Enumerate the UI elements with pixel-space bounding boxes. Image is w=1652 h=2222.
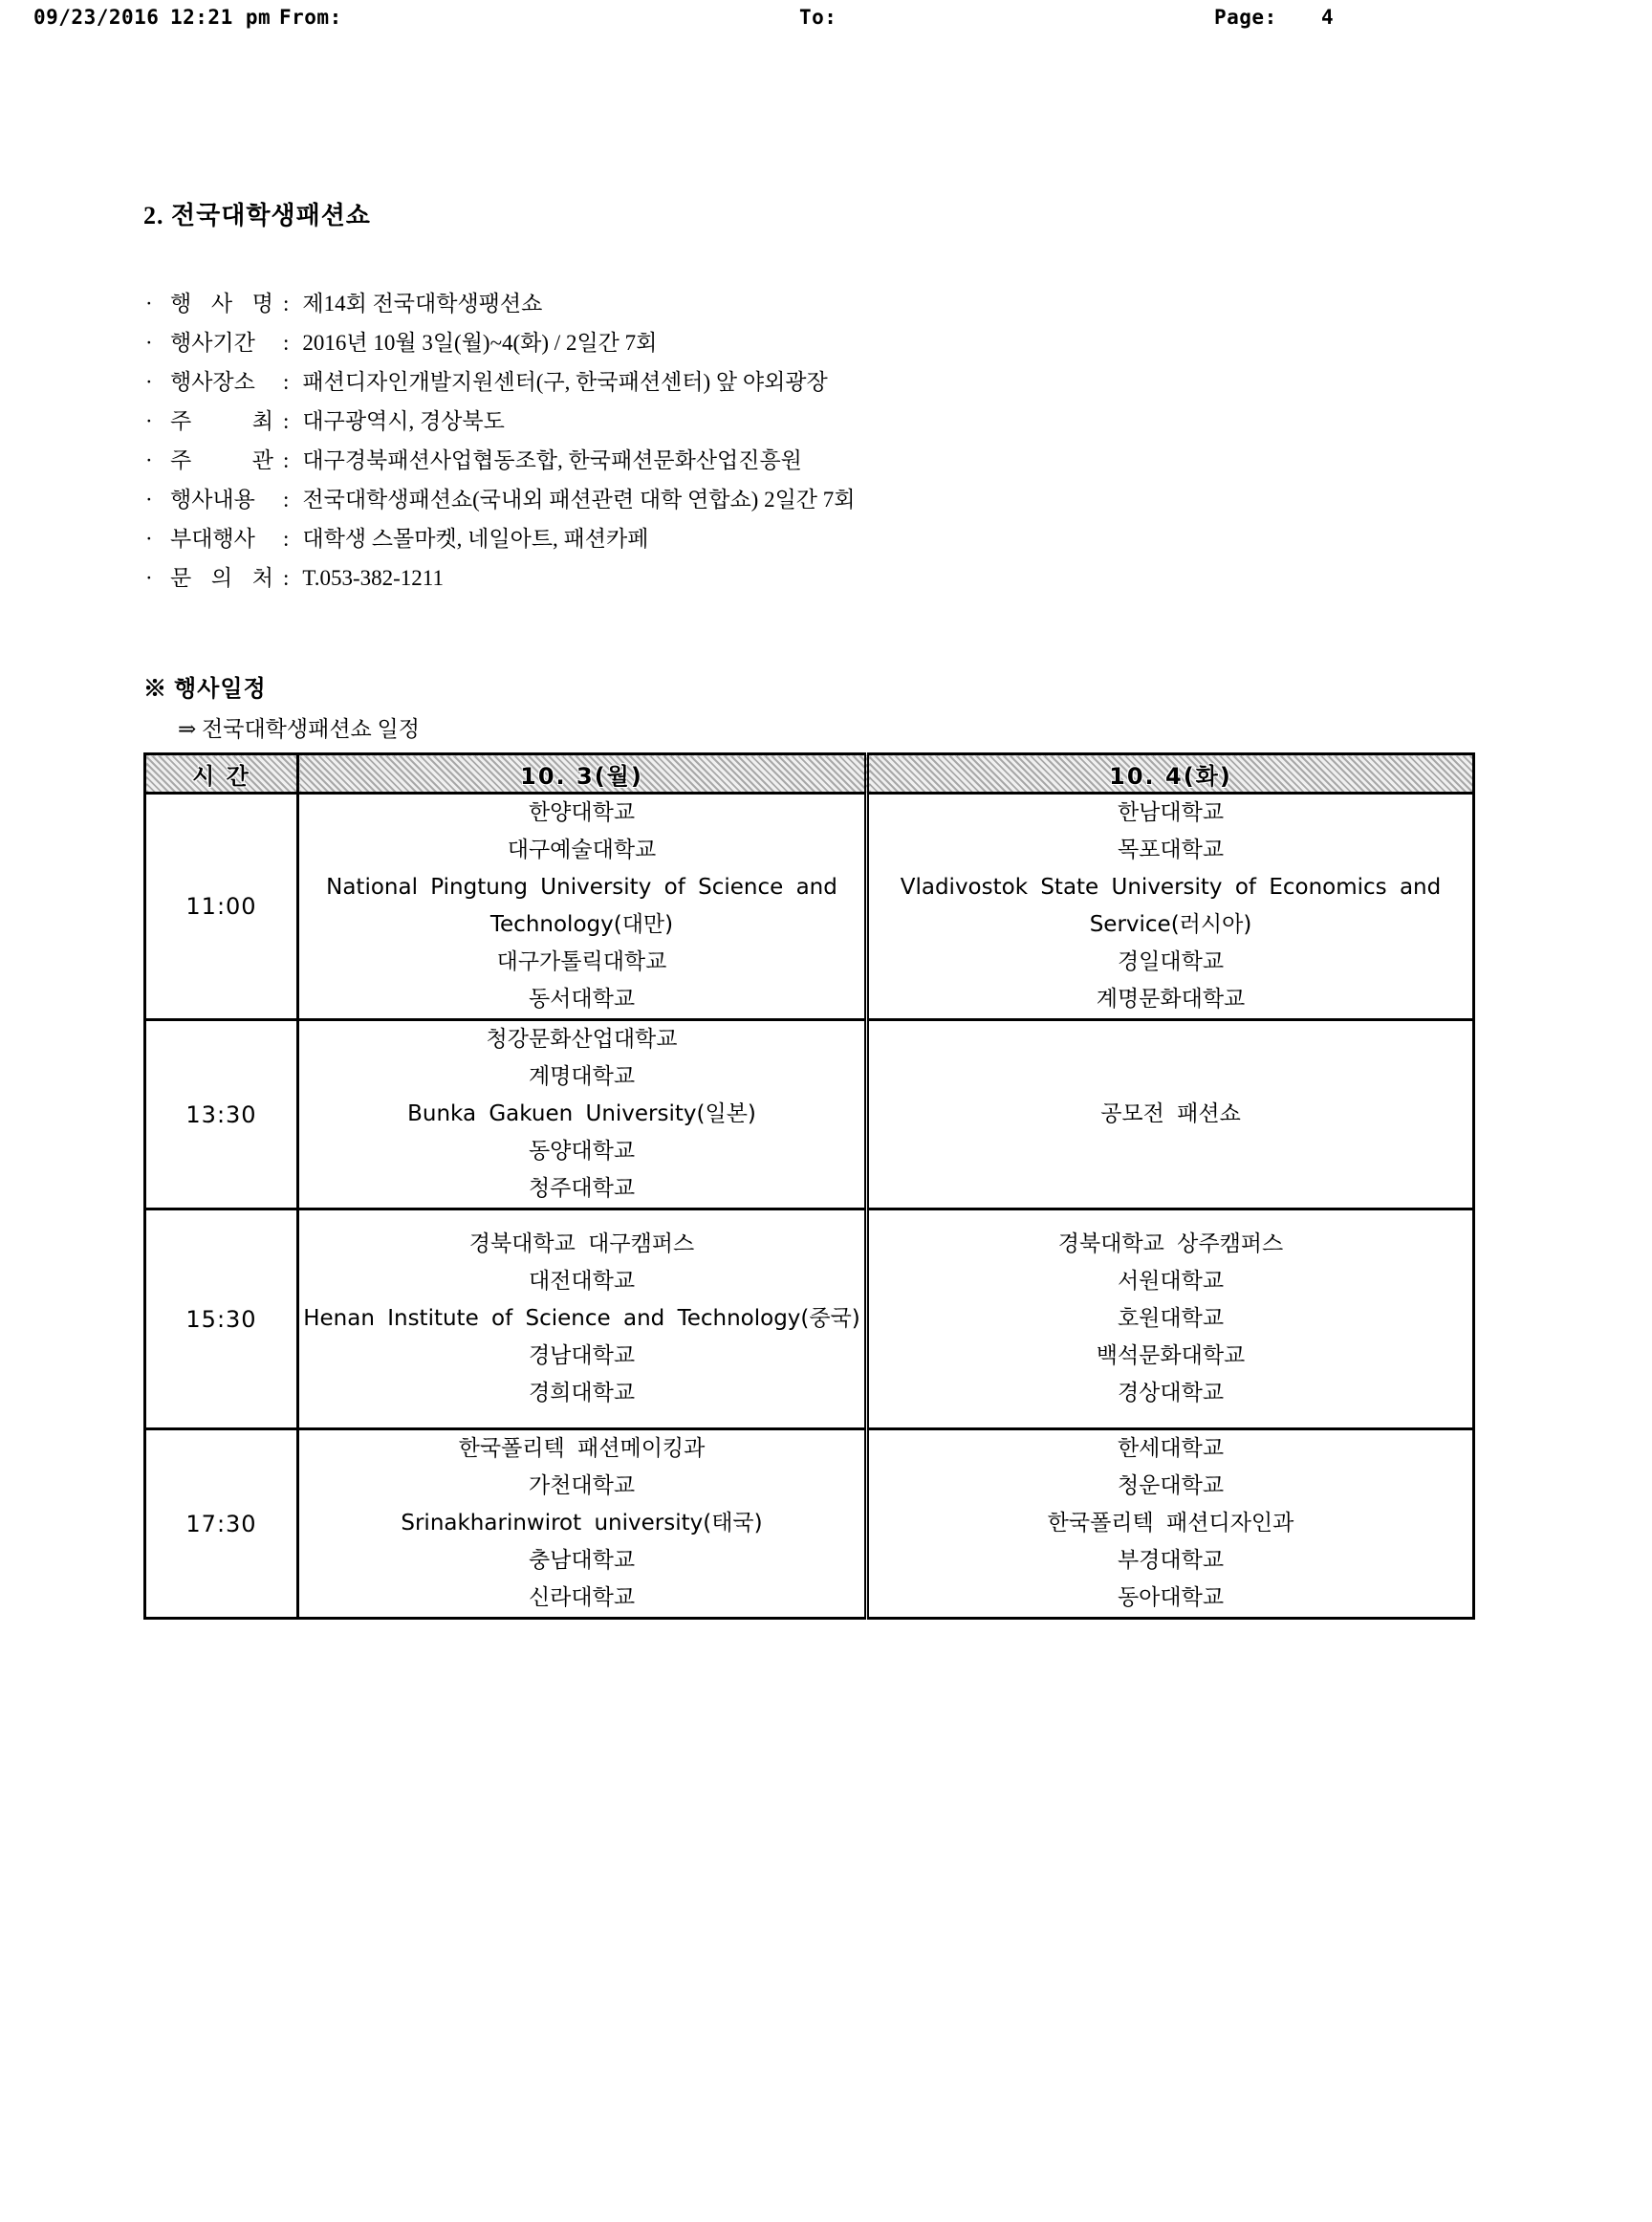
fax-page-number: 4 (1321, 6, 1335, 29)
schedule-entry: 대구예술대학교 (507, 838, 657, 862)
colon-separator: : (283, 409, 290, 433)
detail-value: 대구경북패션사업협동조합, 한국패션문화산업진흥원 (302, 448, 802, 472)
detail-row-contact (145, 558, 855, 598)
colon-separator: : (283, 370, 290, 394)
day2-cell (867, 1020, 1474, 1209)
schedule-entry: 청운대학교 (1117, 1473, 1225, 1498)
schedule-row-1730 (145, 1429, 1474, 1619)
schedule-entry: 청강문화산업대학교 (486, 1027, 678, 1052)
day1-cell (298, 1020, 867, 1209)
schedule-entry: 한양대학교 (528, 800, 636, 825)
day2-cell (867, 1429, 1474, 1619)
colon-separator: : (283, 527, 290, 551)
day2-cell (867, 1209, 1474, 1429)
colon-separator: : (283, 331, 290, 355)
fax-to-label: To: (799, 6, 837, 29)
detail-value: 2016년 10월 3일(월)~4(화) / 2일간 7회 (302, 331, 658, 355)
schedule-entry: 충남대학교 (528, 1548, 636, 1573)
bullet-icon: · (145, 292, 153, 316)
schedule-entry: 동서대학교 (528, 987, 636, 1012)
header-day1: 10. 3(월) (298, 754, 867, 794)
schedule-row-1530 (145, 1209, 1474, 1429)
day1-cell (298, 1209, 867, 1429)
detail-label: 부대행사 (170, 527, 255, 551)
schedule-entry: 계명문화대학교 (1096, 987, 1246, 1012)
detail-label: 문 의 처 (170, 566, 273, 590)
time-cell: 13:30 (145, 1020, 298, 1209)
schedule-entry: 경북대학교 대구캠퍼스 (468, 1231, 695, 1256)
detail-label: 주 최 (170, 409, 273, 433)
schedule-entry: 신라대학교 (528, 1585, 636, 1610)
detail-row-event-name (145, 284, 855, 323)
schedule-entry: National Pingtung University of Science and Technology(대만) (326, 875, 837, 937)
schedule-header-row (145, 754, 1474, 794)
schedule-entry: 청주대학교 (528, 1176, 636, 1201)
day2-cell (867, 794, 1474, 1020)
time-cell: 17:30 (145, 1429, 298, 1619)
schedule-entry: 동아대학교 (1117, 1585, 1225, 1610)
detail-label: 주 관 (170, 448, 273, 472)
fax-page-label: Page: (1214, 6, 1277, 29)
schedule-table (143, 752, 1475, 1620)
schedule-entry: 목포대학교 (1117, 838, 1225, 862)
detail-row-event-place (145, 362, 855, 402)
schedule-entry: 경남대학교 (528, 1343, 636, 1368)
detail-label: 행사내용 (170, 488, 255, 512)
bullet-icon: · (145, 488, 153, 512)
schedule-entry: 백석문화대학교 (1096, 1343, 1246, 1368)
bullet-icon: · (145, 409, 153, 433)
time-cell: 15:30 (145, 1209, 298, 1429)
schedule-entry: 경일대학교 (1117, 949, 1225, 974)
detail-value: T.053-382-1211 (302, 566, 444, 590)
detail-row-organizer (145, 441, 855, 480)
bullet-icon: · (145, 331, 153, 355)
schedule-entry: Bunka Gakuen University(일본) (407, 1101, 756, 1126)
bullet-icon: · (145, 370, 153, 394)
detail-value: 전국대학생패션쇼(국내외 패션관련 대학 연합쇼) 2일간 7회 (302, 488, 856, 512)
schedule-entry: 한국폴리텍 패션메이킹과 (458, 1436, 706, 1461)
schedule-entry: Vladivostok State University of Economics and Service(러시아) (900, 875, 1442, 937)
bullet-icon: · (145, 566, 153, 590)
schedule-entry: 한세대학교 (1117, 1436, 1225, 1461)
detail-label: 행사기간 (170, 331, 255, 355)
detail-label: 행사장소 (170, 370, 255, 394)
detail-row-event-period (145, 323, 855, 362)
detail-value: 대학생 스몰마켓, 네일아트, 패션카페 (302, 527, 649, 551)
schedule-entry: 경북대학교 상주캠퍼스 (1057, 1231, 1284, 1256)
schedule-entry: 호원대학교 (1117, 1306, 1225, 1331)
schedule-entry: 경상대학교 (1117, 1381, 1225, 1405)
detail-value: 제14회 전국대학생팽션쇼 (302, 292, 543, 316)
schedule-entry: 서원대학교 (1117, 1269, 1225, 1294)
day1-cell (298, 1429, 867, 1619)
event-details-list (145, 284, 855, 598)
bullet-icon: · (145, 527, 153, 551)
colon-separator: : (283, 488, 290, 512)
detail-row-host (145, 402, 855, 441)
schedule-entry: 대전대학교 (528, 1269, 636, 1294)
time-cell: 11:00 (145, 794, 298, 1020)
schedule-entry: 한남대학교 (1117, 800, 1225, 825)
colon-separator: : (283, 292, 290, 316)
fax-date: 09/23/2016 (33, 6, 160, 29)
detail-label: 행 사 명 (170, 292, 273, 316)
schedule-entry: 동양대학교 (528, 1139, 636, 1164)
header-day2: 10. 4(화) (867, 754, 1474, 794)
colon-separator: : (283, 566, 290, 590)
schedule-row-1100 (145, 794, 1474, 1020)
schedule-heading: ※ 행사일정 (143, 677, 267, 702)
schedule-entry: 공모전 패션쇼 (1100, 1101, 1241, 1126)
schedule-entry: Henan Institute of Science and Technology(중국) (303, 1306, 860, 1331)
fax-time: 12:21 pm (170, 6, 272, 29)
fax-from-label: From: (279, 6, 342, 29)
bullet-icon: · (145, 448, 153, 472)
schedule-subheading: ⇒ 전국대학생패션쇼 일정 (178, 717, 420, 741)
schedule-entry: 대구가톨릭대학교 (496, 949, 667, 974)
schedule-table-head (145, 754, 1474, 794)
colon-separator: : (283, 448, 290, 472)
day1-cell (298, 794, 867, 1020)
schedule-entry: 계명대학교 (528, 1064, 636, 1089)
section-title: 2. 전국대학생패션쇼 (143, 202, 371, 229)
schedule-entry: 가천대학교 (528, 1473, 636, 1498)
schedule-entry: 한국폴리텍 패션디자인과 (1047, 1511, 1294, 1536)
schedule-entry: 경희대학교 (528, 1381, 636, 1405)
schedule-entry: 부경대학교 (1117, 1548, 1225, 1573)
detail-row-event-content (145, 480, 855, 519)
schedule-row-1330 (145, 1020, 1474, 1209)
fax-header (0, 6, 1652, 36)
detail-value: 대구광역시, 경상북도 (302, 409, 505, 433)
schedule-entry: Srinakharinwirot university(태국) (401, 1511, 763, 1536)
header-time: 시 간 (145, 754, 298, 794)
schedule-table-body (145, 794, 1474, 1619)
detail-row-side-events (145, 519, 855, 558)
detail-value: 패션디자인개발지원센터(구, 한국패션센터) 앞 야외광장 (302, 370, 828, 394)
